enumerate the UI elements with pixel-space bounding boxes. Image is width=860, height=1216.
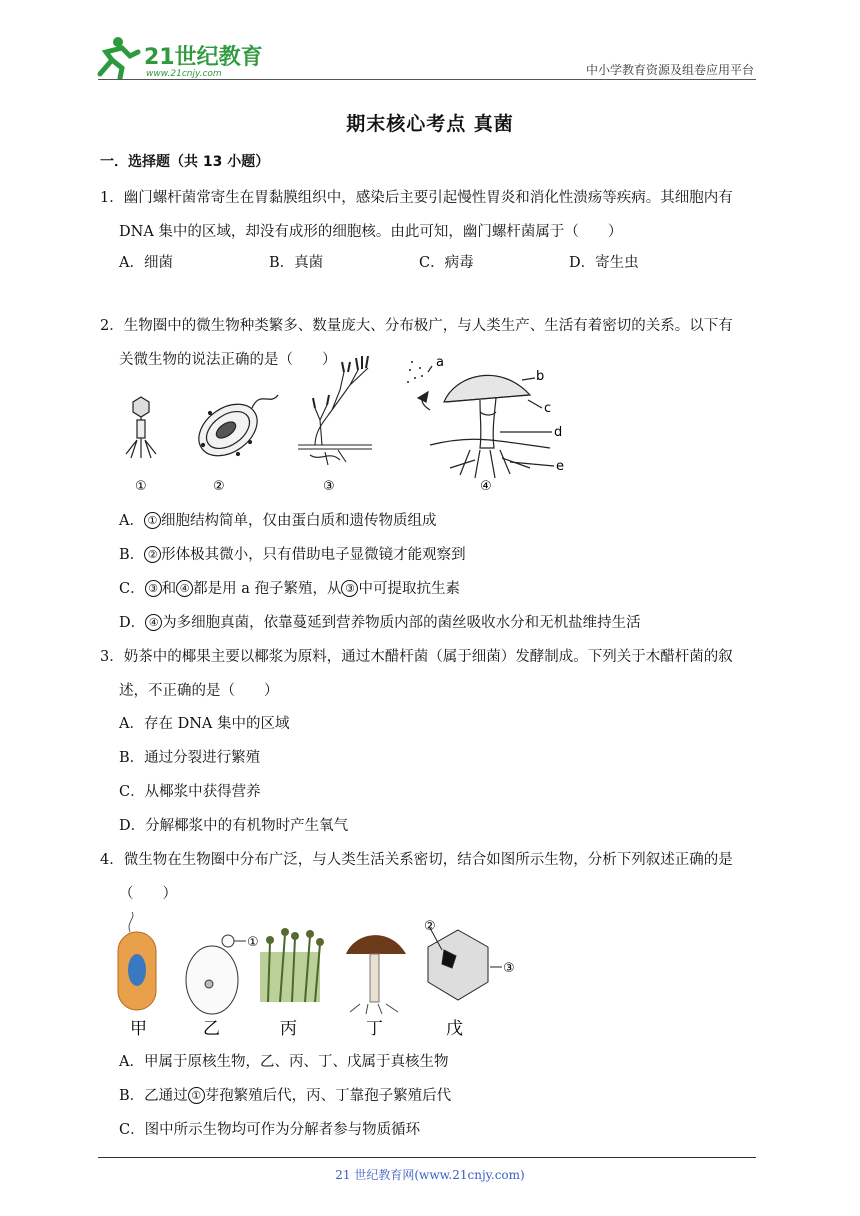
bacteriophage-drawing xyxy=(126,397,156,458)
svg-text:④: ④ xyxy=(480,479,492,494)
q4-option-a[interactable]: A．甲属于原核生物，乙、丙、丁、戊属于真核生物 xyxy=(119,1054,449,1070)
q3-option-d[interactable]: D．分解椰浆中的有机物时产生氧气 xyxy=(119,818,349,834)
q4-option-c[interactable]: C．图中所示生物均可作为分解者参与物质循环 xyxy=(119,1122,421,1138)
q3-option-b[interactable]: B．通过分裂进行繁殖 xyxy=(119,750,261,766)
question-4 xyxy=(100,843,764,911)
q3-option-a[interactable]: A．存在 DNA 集中的区域 xyxy=(119,716,290,732)
question-text: 关微生物的说法正确的是（ ） xyxy=(119,352,337,368)
svg-text:21世纪教育: 21世纪教育 xyxy=(144,45,262,70)
q2-option-a[interactable]: A． ① 细胞结构简单，仅由蛋白质和遗传物质组成 xyxy=(119,513,437,529)
q4-option-b[interactable]: B．乙通过 ① 芽孢繁殖后代，丙、丁靠孢子繁殖后代 xyxy=(119,1088,452,1104)
q2-option-c[interactable]: C． ③ 和 ④ 都是用 a 孢子繁殖，从 ③ 中可提取抗生素 xyxy=(119,581,460,597)
question-text: 述，不正确的是（ ） xyxy=(119,683,279,699)
svg-text:①: ① xyxy=(247,935,259,950)
q2-figure xyxy=(110,350,590,500)
section-heading: 一．选择题（共 13 小题） xyxy=(100,154,270,170)
mushroom-drawing xyxy=(407,361,554,478)
footer-text[interactable]: 21 世纪教育网(www.21cnjy.com) xyxy=(335,1168,525,1182)
bacterium-jia-drawing xyxy=(118,912,156,1010)
svg-text:②: ② xyxy=(424,919,436,934)
question-text: 1．幽门螺杆菌常寄生在胃黏膜组织中，感染后主要引起慢性胃炎和消化性溃疡等疾病。其细胞内有 xyxy=(100,190,733,206)
q2-option-d[interactable]: D． ④ 为多细胞真菌，依靠蔓延到营养物质内部的菌丝吸收水分和无机盐维持生活 xyxy=(119,615,641,631)
question-text: （ ） xyxy=(119,886,177,902)
mushroom-ding-drawing xyxy=(346,935,406,1014)
yeast-yi-drawing xyxy=(186,935,246,1014)
header-divider xyxy=(98,79,756,80)
option-c[interactable]: C．病毒 xyxy=(419,255,474,271)
question-text: 4．微生物在生物圈中分布广泛，与人类生活关系密切，结合如图所示生物，分析下列叙述正确的是 xyxy=(100,852,733,868)
option-a[interactable]: A．细菌 xyxy=(119,255,173,271)
logo xyxy=(92,34,262,80)
running-man-icon xyxy=(100,37,138,78)
svg-text:②: ② xyxy=(213,479,225,494)
question-3 xyxy=(100,640,764,708)
svg-text:c: c xyxy=(544,401,552,416)
svg-text:d: d xyxy=(554,425,563,440)
svg-text:③: ③ xyxy=(503,961,515,976)
svg-text:戊: 戊 xyxy=(446,1019,463,1039)
mold-drawing xyxy=(298,356,372,465)
svg-text:丙: 丙 xyxy=(280,1019,297,1039)
question-text: DNA 集中的区域，却没有成形的细胞核。由此可知，幽门螺杆菌属于（ ） xyxy=(119,224,623,240)
question-1 xyxy=(100,181,764,249)
virus-wu-drawing xyxy=(428,928,502,1000)
svg-text:甲: 甲 xyxy=(130,1019,147,1039)
q4-figure xyxy=(110,912,530,1042)
question-text: 3．奶茶中的椰果主要以椰浆为原料，通过木醋杆菌（属于细菌）发酵制成。下列关于木醋杆菌的叙 xyxy=(100,649,733,665)
svg-text:①: ① xyxy=(135,479,147,494)
page-title: 期末核心考点 真菌 xyxy=(346,113,514,135)
platform-name: 中小学教育资源及组卷应用平台 xyxy=(585,63,754,77)
svg-text:e: e xyxy=(556,459,564,474)
mold-bing-drawing xyxy=(260,928,324,1002)
q2-option-b[interactable]: B． ② 形体极其微小，只有借助电子显微镜才能观察到 xyxy=(119,547,466,563)
option-d[interactable]: D．寄生虫 xyxy=(569,255,639,271)
svg-text:乙: 乙 xyxy=(203,1019,220,1039)
bacterium-drawing xyxy=(189,394,278,467)
footer-divider xyxy=(98,1157,756,1158)
svg-text:a: a xyxy=(436,355,444,370)
option-b[interactable]: B．真菌 xyxy=(269,255,324,271)
question-text: 2．生物圈中的微生物种类繁多、数量庞大、分布极广，与人类生产、生活有着密切的关系。以下有 xyxy=(100,318,733,334)
svg-text:③: ③ xyxy=(323,479,335,494)
q3-option-c[interactable]: C．从椰浆中获得营养 xyxy=(119,784,261,800)
q1-options xyxy=(119,251,639,272)
svg-text:b: b xyxy=(536,369,545,384)
svg-text:www.21cnjy.com: www.21cnjy.com xyxy=(146,69,222,79)
svg-text:丁: 丁 xyxy=(366,1019,383,1039)
